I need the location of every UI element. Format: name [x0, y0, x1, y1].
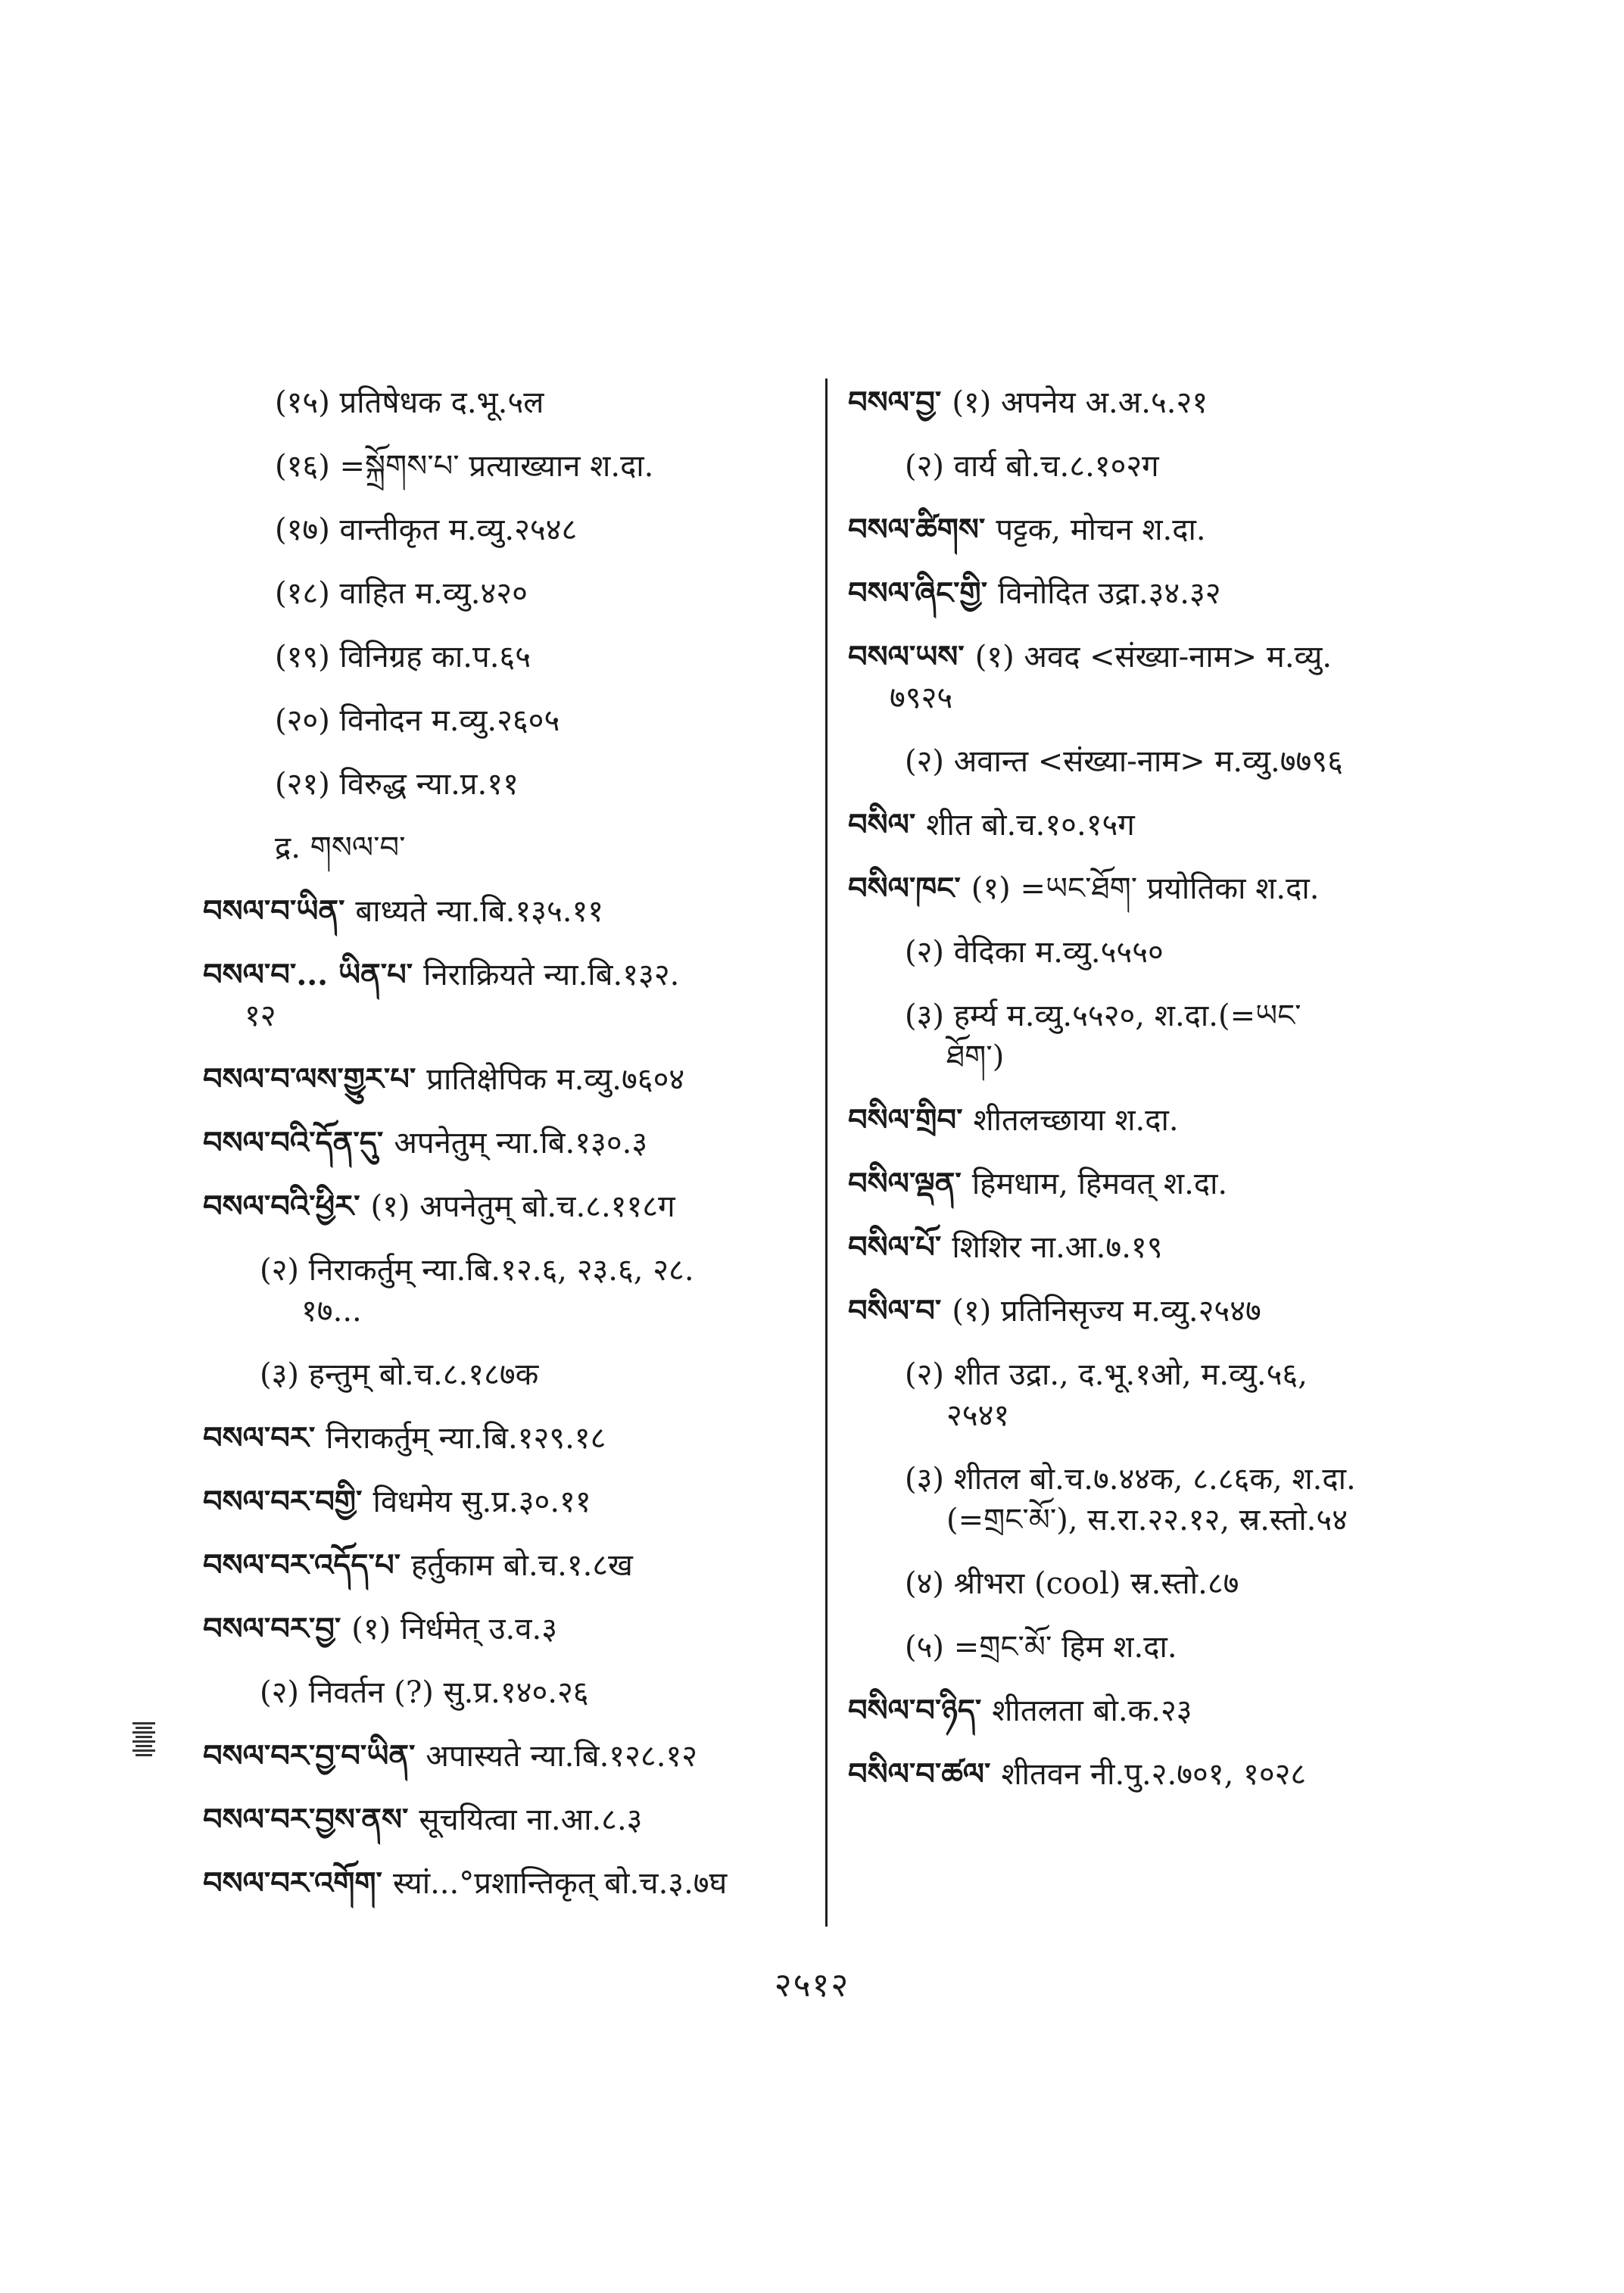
continuation-line: १२: [245, 999, 276, 1033]
dictionary-entry: [848, 1563, 1484, 1604]
tibetan-headword: བསལ་བ་... ཡིན་པ་: [203, 957, 413, 992]
dictionary-entry: [203, 1481, 824, 1522]
dictionary-entry: [203, 446, 824, 487]
dictionary-entry: [848, 1164, 1484, 1204]
sense-line: (१५) प्रतिषेधक द.भू.५ल: [275, 385, 544, 420]
dictionary-entry: [203, 764, 824, 805]
margin-marker-icon: [132, 1722, 155, 1762]
sense-line: (२०) विनोदन म.व्यु.२६०५: [275, 703, 560, 738]
dictionary-entry: [203, 1609, 824, 1650]
dictionary-entry: [203, 1059, 824, 1100]
column-divider: [825, 379, 828, 1927]
tibetan-headword: བསིལ་ཁང་: [848, 871, 961, 906]
sanskrit-gloss: सूचयित्वा ना.आ.८.३: [419, 1802, 643, 1837]
continuation-line: ཐོག་): [946, 1039, 1005, 1074]
dictionary-entry: [848, 446, 1484, 487]
sanskrit-gloss: विनोदित उद्रा.३४.३२: [998, 576, 1221, 611]
sanskrit-gloss: निराकर्तुम् न्या.बि.१२९.१८: [326, 1421, 606, 1456]
tibetan-headword: བསིལ་ལྡན་: [848, 1166, 962, 1201]
sanskrit-gloss: स्यां...°प्रशान्तिकृत् बो.च.३.७घ: [392, 1866, 728, 1901]
tibetan-headword: བསིལ་བ་ཉིད་: [848, 1693, 982, 1728]
tibetan-headword: བསལ་བར་འགོག་: [203, 1865, 382, 1901]
dictionary-entry: [203, 509, 824, 550]
dictionary-entry: [203, 1418, 824, 1459]
tibetan-headword: བསལ་བར་བྱ་བ་ཡིན་: [203, 1738, 416, 1774]
sanskrit-gloss: (१) प्रतिनिसृज्य म.व्यु.२५४७: [952, 1294, 1261, 1329]
tibetan-headword: བསལ་བ་ལས་གྱུར་པ་: [203, 1061, 416, 1097]
dictionary-entry: [203, 1123, 824, 1164]
tibetan-headword: བསལ་བའི་དོན་དུ་: [203, 1125, 384, 1161]
sense-line: (२) वेदिका म.व्यु.५५५०: [905, 935, 1164, 970]
dictionary-entry: [203, 637, 824, 678]
sanskrit-gloss: प्रातिक्षेपिक म.व्यु.७६०४: [426, 1062, 685, 1097]
dictionary-entry: [848, 1354, 1484, 1436]
dictionary-entry: [848, 637, 1484, 718]
sanskrit-gloss: पट्टक, मोचन श.दा.: [996, 512, 1206, 547]
left-column: [203, 382, 824, 1927]
tibetan-headword: བསལ་ཚིགས་: [848, 512, 986, 547]
dictionary-entry: [848, 805, 1484, 846]
tibetan-headword: བསལ་བ་ཡིན་: [203, 893, 345, 929]
sense-line: (३) हर्म्य म.व्यु.५५२०, श.दा.(=ཡང་: [905, 999, 1301, 1033]
dictionary-entry: [203, 1250, 824, 1332]
sanskrit-gloss: (१) =ཡང་ཐོག་ प्रयोतिका श.दा.: [971, 871, 1320, 906]
right-column: [848, 382, 1484, 1818]
dictionary-entry: [203, 1354, 824, 1395]
tibetan-headword: བསལ་བྱ་: [848, 385, 942, 420]
dictionary-entry: [203, 382, 824, 423]
dictionary-entry: [203, 1186, 824, 1227]
dictionary-entry: [203, 573, 824, 614]
dictionary-entry: [848, 995, 1484, 1077]
page-number: २५१२: [774, 1966, 850, 2005]
sense-line: (२) अवान्त <संख्या-नाम> म.व्यु.७७९६: [905, 744, 1343, 779]
dictionary-entry: [203, 1736, 824, 1777]
sanskrit-gloss: बाध्यते न्या.बि.१३५.११: [355, 894, 604, 929]
sanskrit-gloss: निराक्रियते न्या.बि.१३२.: [423, 958, 680, 992]
tibetan-headword: བསལ་བར་བྱ་: [203, 1611, 341, 1647]
dictionary-entry: [848, 1459, 1484, 1541]
tibetan-headword: བསལ་ཡས་: [848, 639, 965, 675]
continuation-line: (=གྲང་མོ་), स.रा.२२.१२, स्र.स्तो.५४: [946, 1503, 1348, 1537]
dictionary-entry: [203, 1863, 824, 1904]
tibetan-headword: བསིལ་བ་ཚལ་: [848, 1756, 991, 1792]
sense-line: (१८) वाहित म.व्यु.४२०: [275, 576, 528, 611]
sanskrit-gloss: विधमेय सु.प्र.३०.११: [372, 1485, 591, 1519]
sanskrit-gloss: अपनेतुम् न्या.बि.१३०.३: [394, 1126, 648, 1161]
dictionary-entry: [203, 891, 824, 932]
tibetan-headword: བསིལ་: [848, 807, 916, 843]
continuation-line: ७९२५: [890, 681, 953, 715]
dictionary-entry: [848, 1690, 1484, 1731]
sense-line: (३) हन्तुम् बो.च.८.१८७क: [260, 1357, 539, 1392]
dictionary-entry: [848, 509, 1484, 550]
sense-line: (४) श्रीभरा (cool) स्र.स्तो.८७: [905, 1566, 1239, 1601]
dictionary-entry: [848, 1100, 1484, 1141]
tibetan-headword: བསིལ་བ་: [848, 1293, 942, 1329]
dictionary-entry: [848, 382, 1484, 423]
dictionary-entry: [848, 573, 1484, 614]
dictionary-entry: [848, 868, 1484, 909]
sense-line: (१९) विनिग्रह का.प.६५: [275, 640, 531, 675]
sanskrit-gloss: हर्तुकाम बो.च.१.८ख: [411, 1548, 633, 1583]
sense-line: (२) निराकर्तुम् न्या.बि.१२.६, २३.६, २८.: [260, 1253, 694, 1288]
dictionary-entry: [203, 827, 824, 868]
sanskrit-gloss: शिशिर ना.आ.७.१९: [952, 1230, 1163, 1265]
sense-line: (२१) विरुद्ध न्या.प्र.११: [275, 767, 519, 802]
tibetan-headword: བསིལ་གྲིབ་: [848, 1102, 963, 1138]
sanskrit-gloss: शीतलता बो.क.२३: [992, 1693, 1192, 1728]
dictionary-entry: [203, 1545, 824, 1586]
dictionary-entry: [848, 1627, 1484, 1668]
sense-line: (२) निवर्तन (?) सु.प्र.१४०.२६: [260, 1675, 589, 1710]
sanskrit-gloss: (१) अपनेय अ.अ.५.२१: [952, 385, 1208, 420]
tibetan-headword: བསལ་བའི་ཕྱིར་: [203, 1189, 360, 1224]
sense-line: (२) शीत उद्रा., द.भू.१ओ, म.व्यु.५६,: [905, 1357, 1308, 1392]
sense-line: द्र. གསལ་བ་: [275, 830, 406, 865]
dictionary-entry: [848, 1227, 1484, 1268]
sanskrit-gloss: अपास्यते न्या.बि.१२८.१२: [425, 1739, 698, 1774]
tibetan-headword: བསལ་བར་བགྱི་: [203, 1484, 363, 1519]
sense-line: (१७) वान्तीकृत म.व्यु.२५४८: [275, 512, 578, 547]
dictionary-entry: [848, 932, 1484, 973]
sanskrit-gloss: हिमधाम, हिमवत् श.दा.: [971, 1167, 1228, 1201]
sanskrit-gloss: (१) निर्धमेत् उ.व.३: [351, 1612, 557, 1647]
tibetan-headword: བསལ་ཞིང་གྱི་: [848, 575, 988, 611]
sanskrit-gloss: (१) अपनेतुम् बो.च.८.११८ग: [370, 1189, 675, 1224]
dictionary-entry: [848, 1754, 1484, 1795]
dictionary-entry: [203, 1672, 824, 1713]
sense-line: (३) शीतल बो.च.७.४४क, ८.८६क, श.दा.: [905, 1462, 1356, 1497]
dictionary-entry: [203, 955, 824, 1036]
tibetan-headword: བསལ་བར་བྱས་ནས་: [203, 1802, 409, 1837]
dictionary-entry: [203, 1799, 824, 1840]
dictionary-entry: [203, 700, 824, 741]
continuation-line: १७...: [301, 1294, 362, 1329]
sanskrit-gloss: शीतलच्छाया श.दा.: [973, 1103, 1179, 1138]
tibetan-headword: བསལ་བར་འདོད་པ་: [203, 1547, 401, 1583]
sanskrit-gloss: शीत बो.च.१०.१५ग: [926, 808, 1135, 843]
tibetan-headword: བསལ་བར་: [203, 1420, 316, 1456]
dictionary-entry: [848, 741, 1484, 782]
dictionary-entry: [848, 1291, 1484, 1332]
continuation-line: २५४१: [946, 1398, 1010, 1433]
sanskrit-gloss: शीतवन नी.पु.२.७०१, १०२८: [1001, 1757, 1307, 1792]
sense-line: (५) =གྲང་མོ་ हिम श.दा.: [905, 1630, 1177, 1665]
sense-line: (२) वार्य बो.च.८.१०२ग: [905, 449, 1159, 484]
tibetan-headword: བསིལ་པོ་: [848, 1229, 942, 1265]
sense-line: (१६) =སྐྲོགས་པ་ प्रत्याख्यान श.दा.: [275, 449, 654, 484]
sanskrit-gloss: (१) अवद <संख्या-नाम> म.व्यु.: [974, 640, 1333, 675]
